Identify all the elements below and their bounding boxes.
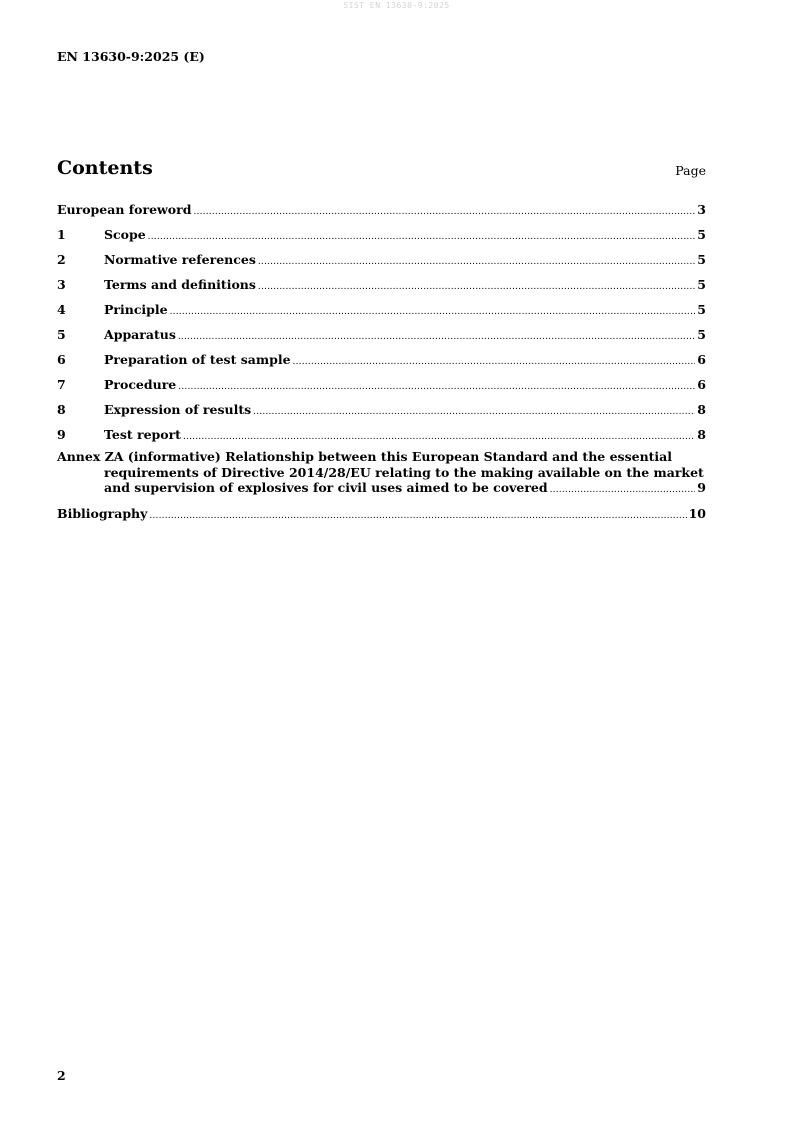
toc-entry-title: Apparatus bbox=[104, 327, 176, 342]
toc-entry-test-report[interactable] bbox=[57, 426, 706, 451]
page-column-label: Page bbox=[675, 163, 706, 178]
toc-leader-dots bbox=[178, 329, 695, 346]
toc-entry-title: Bibliography bbox=[57, 506, 148, 521]
toc-entry-page: 5 bbox=[697, 227, 706, 242]
toc-entry-apparatus[interactable] bbox=[57, 326, 706, 351]
toc-entry-title: Terms and definitions bbox=[104, 277, 256, 292]
toc-entry-title: Principle bbox=[104, 302, 168, 317]
toc-entry-page: 5 bbox=[697, 277, 706, 292]
toc-entry-page: 6 bbox=[697, 352, 706, 367]
toc-entry-page: 8 bbox=[697, 427, 706, 442]
toc-leader-dots bbox=[178, 379, 695, 396]
toc-entry-title: Procedure bbox=[104, 377, 177, 392]
watermark: SIST EN 13630-9:2025 bbox=[343, 1, 450, 10]
toc-entry-number: 4 bbox=[57, 302, 66, 317]
page-number: 2 bbox=[57, 1068, 66, 1083]
toc-entry-title: Test report bbox=[104, 427, 181, 442]
toc-entry-number: 5 bbox=[57, 327, 66, 342]
toc-entry-page: 3 bbox=[697, 202, 706, 217]
toc-entry-preparation-of-test-sample[interactable] bbox=[57, 351, 706, 376]
toc-entry-bibliography[interactable] bbox=[57, 505, 706, 530]
toc-entry-number: 3 bbox=[57, 277, 66, 292]
toc-entry-annex-za[interactable] bbox=[57, 449, 706, 497]
toc-entry-principle[interactable] bbox=[57, 301, 706, 326]
toc-entry-number: 8 bbox=[57, 402, 66, 417]
toc-leader-dots bbox=[253, 404, 695, 421]
toc-leader-dots bbox=[550, 483, 696, 498]
toc-leader-dots bbox=[258, 279, 695, 296]
toc-entry-number: 1 bbox=[57, 227, 66, 242]
annex-title-line-3: and supervision of explosives for civil uses aimed to be covered bbox=[104, 480, 548, 495]
toc-leader-dots bbox=[258, 254, 695, 271]
toc-entry-page: 10 bbox=[688, 506, 706, 521]
toc-entry-page: 8 bbox=[697, 402, 706, 417]
toc-entry-title: European foreword bbox=[57, 202, 192, 217]
toc-leader-dots bbox=[148, 229, 696, 246]
toc-entry-title: Expression of results bbox=[104, 402, 252, 417]
annex-title-line-2: requirements of Directive 2014/28/EU relating to the making available on the market bbox=[104, 465, 704, 480]
toc-entry-scope[interactable] bbox=[57, 226, 706, 251]
toc-entry-title: Preparation of test sample bbox=[104, 352, 291, 367]
toc-entry-page: 5 bbox=[697, 302, 706, 317]
toc-entry-expression-of-results[interactable] bbox=[57, 401, 706, 426]
toc-entry-normative-references[interactable] bbox=[57, 251, 706, 276]
annex-title-line-1: Annex ZA (informative) Relationship between this European Standard and the essential bbox=[57, 449, 673, 464]
toc-entry-page: 5 bbox=[697, 327, 706, 342]
toc-entry-page: 6 bbox=[697, 377, 706, 392]
toc-entry-number: 6 bbox=[57, 352, 66, 367]
document-id-header: EN 13630-9:2025 (E) bbox=[57, 49, 205, 64]
toc-entry-title: Normative references bbox=[104, 252, 256, 267]
toc-entry-number: 2 bbox=[57, 252, 66, 267]
toc-entry-title: Scope bbox=[104, 227, 146, 242]
toc-entry-page: 9 bbox=[697, 480, 706, 495]
toc-entry-procedure[interactable] bbox=[57, 376, 706, 401]
toc-entry-page: 5 bbox=[697, 252, 706, 267]
contents-title: Contents bbox=[57, 157, 153, 179]
table-of-contents bbox=[57, 201, 706, 530]
toc-entry-number: 9 bbox=[57, 427, 66, 442]
toc-leader-dots bbox=[193, 204, 695, 221]
toc-entry-terms-and-definitions[interactable] bbox=[57, 276, 706, 301]
toc-entry-foreword[interactable] bbox=[57, 201, 706, 226]
toc-leader-dots bbox=[170, 304, 696, 321]
toc-leader-dots bbox=[149, 508, 686, 525]
toc-leader-dots bbox=[293, 354, 696, 371]
toc-leader-dots bbox=[183, 429, 695, 446]
toc-entry-number: 7 bbox=[57, 377, 66, 392]
